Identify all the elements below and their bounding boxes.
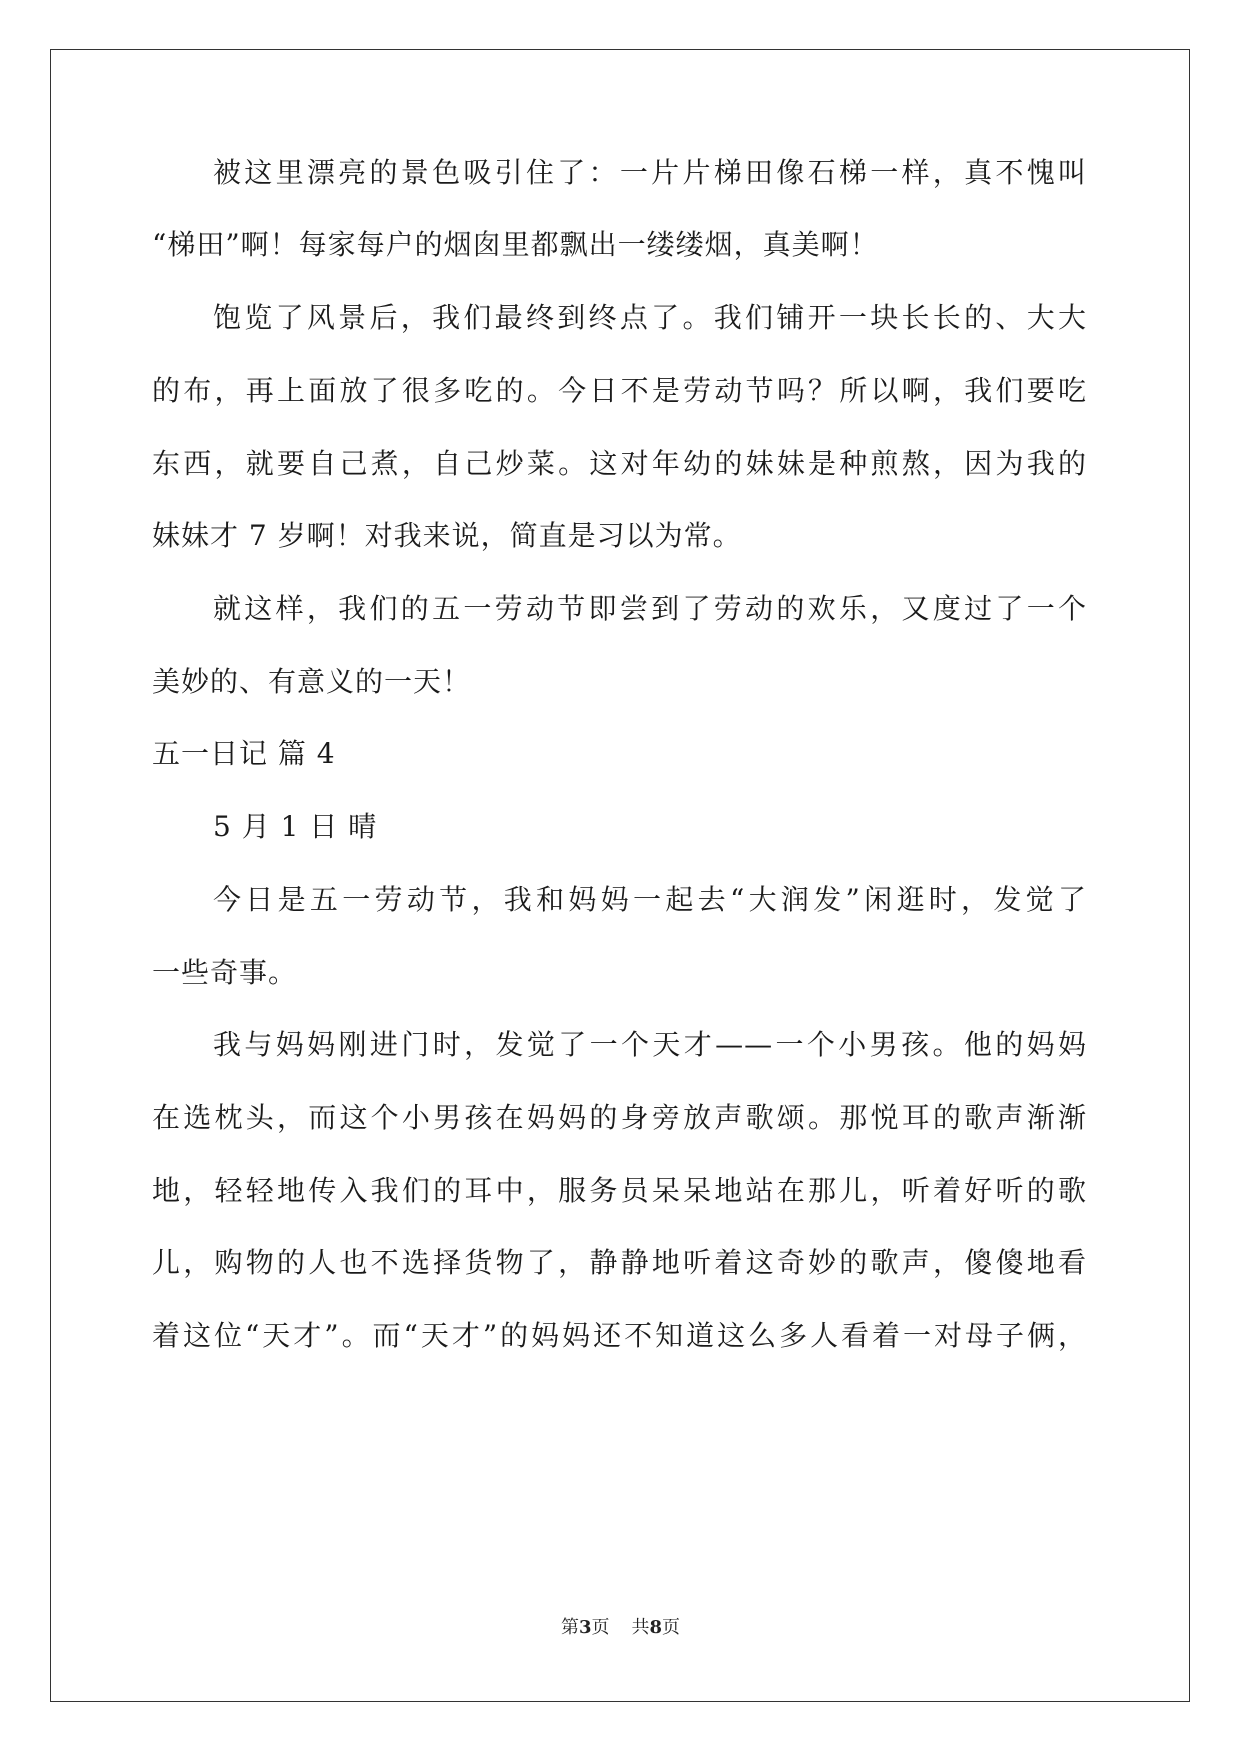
- paragraph-line: 美妙的、有意义的一天！: [152, 665, 472, 698]
- total-suffix: 页: [662, 1617, 681, 1638]
- paragraph-line: “梯田”啊！每家每户的烟囱里都飘出一缕缕烟，真美啊！: [152, 228, 879, 261]
- date-line: 5 月 1 日 晴: [213, 810, 378, 843]
- total-prefix: 共: [631, 1617, 650, 1638]
- section-heading: 五一日记 篇 4: [152, 737, 336, 770]
- page-prefix: 第: [560, 1617, 579, 1638]
- page-border: [50, 49, 1190, 1702]
- paragraph-line: 妹妹才 7 岁啊！对我来说，简直是习以为常。: [152, 519, 742, 552]
- paragraph-line: 儿，购物的人也不选择货物了，静静地听着这奇妙的歌声，傻傻地看: [152, 1246, 1087, 1279]
- page-total: 8: [649, 1617, 663, 1638]
- paragraph-line: 在选枕头，而这个小男孩在妈妈的身旁放声歌颂。那悦耳的歌声渐渐: [152, 1101, 1087, 1134]
- paragraph-line: 东西，就要自己煮，自己炒菜。这对年幼的妹妹是种煎熬，因为我的: [152, 447, 1087, 480]
- paragraph-line: 被这里漂亮的景色吸引住了：一片片梯田像石梯一样，真不愧叫: [213, 156, 1087, 189]
- paragraph-line: 一些奇事。: [152, 956, 298, 989]
- page-footer: [0, 1616, 1241, 1640]
- paragraph-line: 今日是五一劳动节，我和妈妈一起去“大润发”闲逛时，发觉了: [213, 883, 1087, 916]
- page-suffix: 页: [591, 1617, 610, 1638]
- paragraph-line: 地，轻轻地传入我们的耳中，服务员呆呆地站在那儿，听着好听的歌: [152, 1174, 1087, 1207]
- paragraph-line: 就这样，我们的五一劳动节即尝到了劳动的欢乐，又度过了一个: [213, 592, 1087, 625]
- paragraph-line: 着这位“天才”。而“天才”的妈妈还不知道这么多人看着一对母子俩，: [152, 1319, 1087, 1352]
- paragraph-line: 我与妈妈刚进门时，发觉了一个天才——一个小男孩。他的妈妈: [213, 1028, 1087, 1061]
- page-current: 3: [578, 1617, 592, 1638]
- paragraph-line: 的布，再上面放了很多吃的。今日不是劳动节吗？所以啊，我们要吃: [152, 374, 1087, 407]
- paragraph-line: 饱览了风景后，我们最终到终点了。我们铺开一块长长的、大大: [213, 301, 1087, 334]
